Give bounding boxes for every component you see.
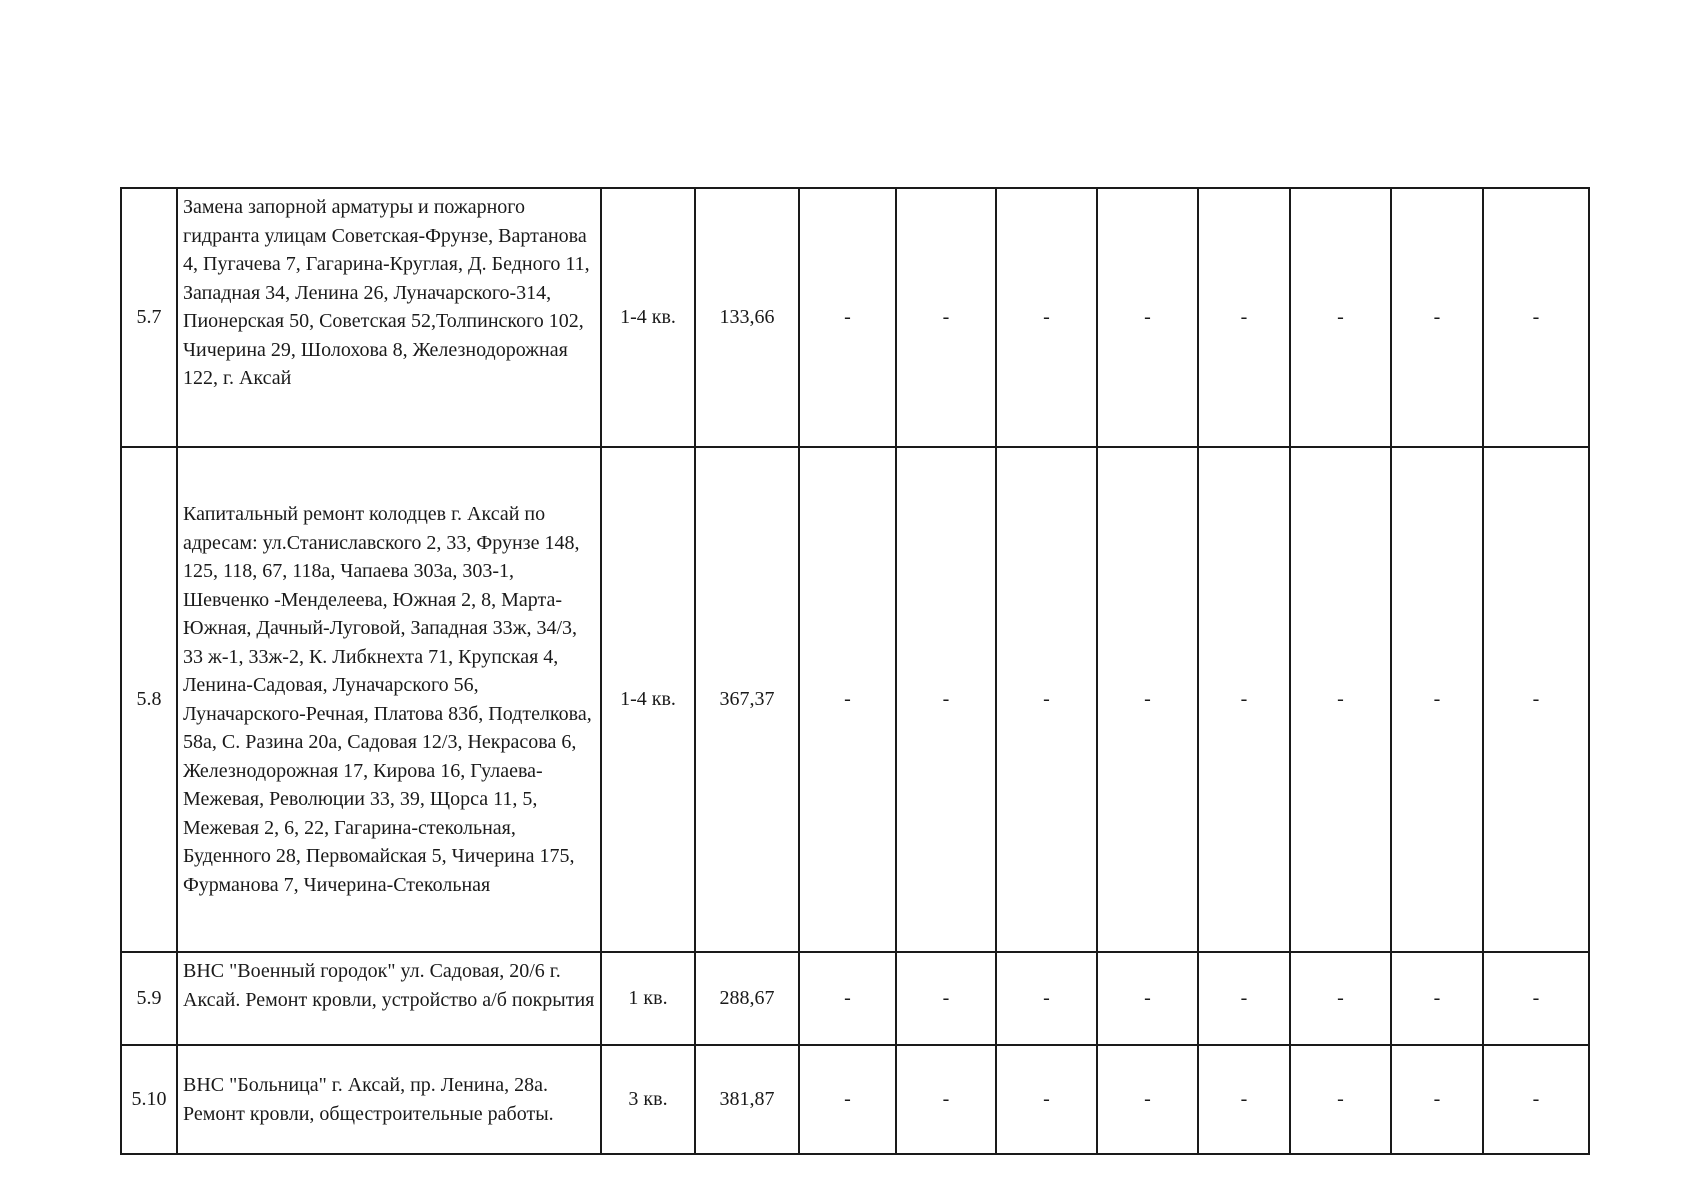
row-number: 5.9 [121,952,177,1045]
row-amount: 133,66 [695,188,799,447]
row-value: - [799,447,896,952]
row-value: - [1391,952,1483,1045]
row-period: 1-4 кв. [601,188,695,447]
row-period: 1-4 кв. [601,447,695,952]
row-number: 5.8 [121,447,177,952]
row-value: - [1290,952,1391,1045]
row-value: - [799,1045,896,1154]
row-amount: 367,37 [695,447,799,952]
row-value: - [896,952,996,1045]
row-value: - [896,188,996,447]
row-value: - [1290,1045,1391,1154]
row-value: - [1097,1045,1198,1154]
row-value: - [1391,1045,1483,1154]
row-description: ВНС "Больница" г. Аксай, пр. Ленина, 28а. Ремонт кровли, общестроительные работы. [177,1045,601,1154]
row-value: - [1198,447,1290,952]
row-description: Замена запорной арматуры и пожарного гидранта улицам Советская-Фрунзе, Вартанова 4, Пугачева 7, Гагарина-Круглая, Д. Бедного 11, Западная 34, Ленина 26, Луначарского-314, Пионерская 50, Советская 52,Толпинского 102, Чичерина 29, Шолохова 8, Железнодорожная 122, г. Аксай [177,188,601,447]
row-value: - [1290,447,1391,952]
row-value: - [1391,447,1483,952]
row-value: - [799,952,896,1045]
table-row [121,952,1589,1045]
row-value: - [996,188,1097,447]
row-period: 1 кв. [601,952,695,1045]
row-value: - [1483,1045,1589,1154]
table-row [121,188,1589,447]
row-value: - [996,1045,1097,1154]
row-value: - [896,1045,996,1154]
row-description: ВНС "Военный городок" ул. Садовая, 20/6 г. Аксай. Ремонт кровли, устройство а/б покрытия [177,952,601,1045]
table-row [121,1045,1589,1154]
row-number: 5.10 [121,1045,177,1154]
row-value: - [1391,188,1483,447]
row-amount: 381,87 [695,1045,799,1154]
row-description: Капитальный ремонт колодцев г. Аксай по адресам: ул.Станиславского 2, 33, Фрунзе 148, 125, 118, 67, 118а, Чапаева 303а, 303-1, Шевченко -Менделеева, Южная 2, 8, Марта-Южная, Дачный-Луговой, Западная 33ж, 34/3, 33 ж-1, 33ж-2, К. Либкнехта 71, Крупская 4, Ленина-Садовая, Луначарского 56, Луначарского-Речная, Платова 83б, Подтелкова, 58а, С. Разина 20а, Садовая 12/3, Некрасова 6, Железнодорожная 17, Кирова 16, Гулаева-Межевая, Революции 33, 39, Щорса 11, 5, Межевая 2, 6, 22, Гагарина-стекольная, Буденного 28, Первомайская 5, Чичерина 175, Фурманова 7, Чичерина-Стекольная [177,447,601,952]
row-number: 5.7 [121,188,177,447]
row-value: - [1097,447,1198,952]
row-value: - [1198,188,1290,447]
row-value: - [1198,1045,1290,1154]
row-value: - [1483,447,1589,952]
row-amount: 288,67 [695,952,799,1045]
row-value: - [1483,952,1589,1045]
work-plan-table-container [120,187,1590,1155]
row-value: - [1483,188,1589,447]
row-value: - [996,447,1097,952]
work-plan-table [120,187,1590,1155]
row-value: - [1097,952,1198,1045]
row-value: - [996,952,1097,1045]
row-value: - [896,447,996,952]
row-period: 3 кв. [601,1045,695,1154]
row-value: - [1097,188,1198,447]
table-row [121,447,1589,952]
row-value: - [799,188,896,447]
row-value: - [1290,188,1391,447]
row-value: - [1198,952,1290,1045]
